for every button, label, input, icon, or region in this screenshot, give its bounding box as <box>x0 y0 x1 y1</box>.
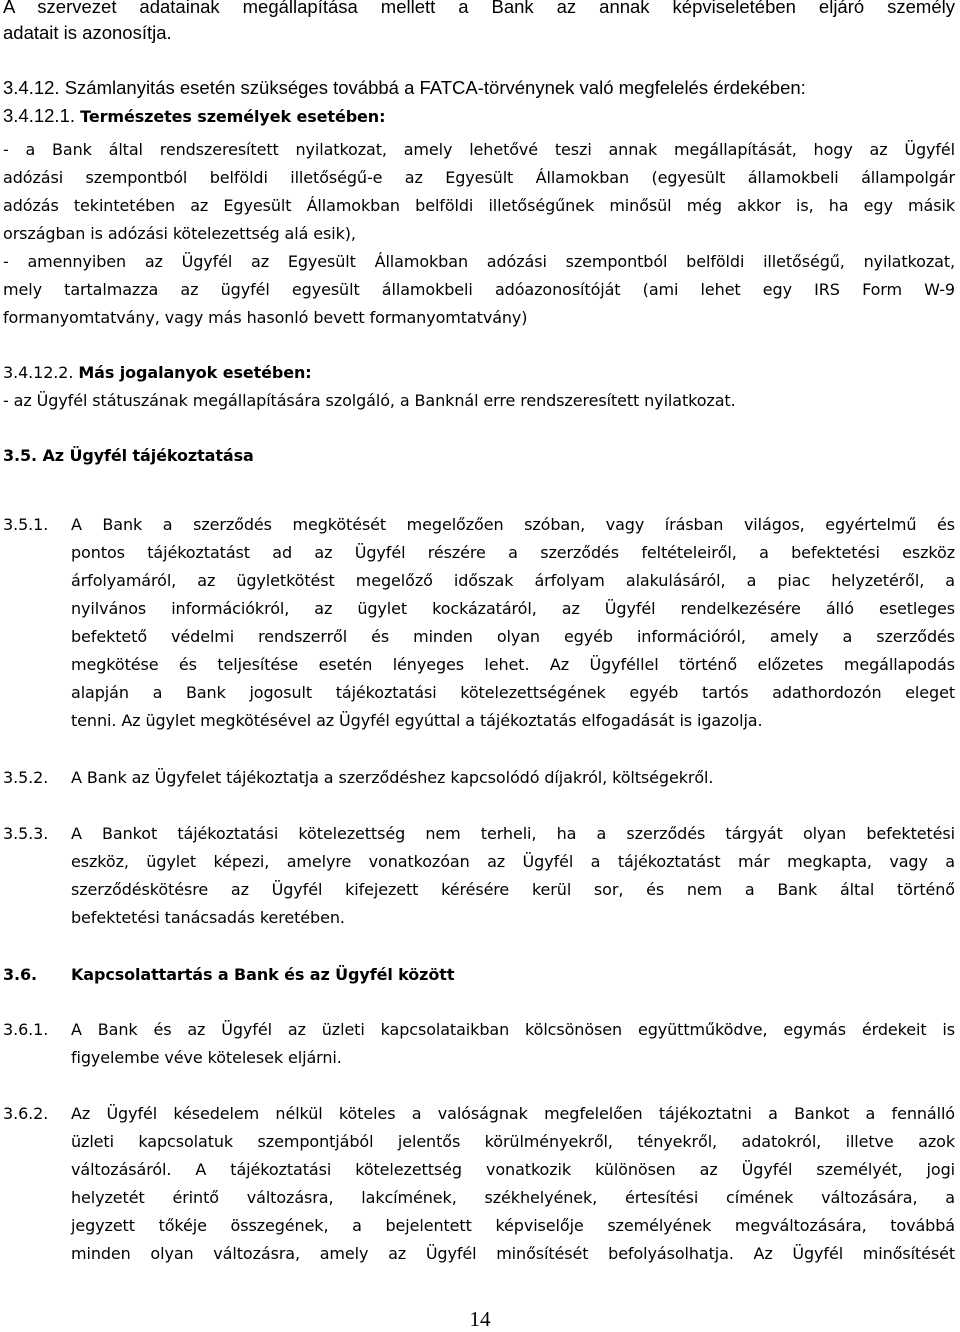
para-3-5-2-line: A Bank az Ügyfelet tájékoztatja a szerződéshez kapcsolódó díjakról, költségekről. <box>71 768 714 787</box>
para-3-6-2-number: 3.6.2. <box>3 1104 49 1123</box>
other-entities-heading <box>3 363 955 383</box>
other-entities-line: - az Ügyfél státuszának megállapítására szolgáló, a Banknál erre rendszeresített nyilatkozat. <box>3 391 736 410</box>
para-3-5-1-line: pontos tájékoztatást ad az Ügyfél részére a szerződés feltételeiről, a befektetési eszköz <box>71 543 955 562</box>
section-3-6-heading <box>71 965 955 984</box>
para-3-5-1-line: befektető védelmi rendszerről és minden olyan egyéb információról, amely a szerződés <box>71 627 955 646</box>
para-3-5-1-line: árfolyamáról, az ügyletkötést megelőző időszak árfolyam alakulásáról, a piac helyzetéről, a <box>71 571 955 590</box>
para-3-5-1-line: megkötése és teljesítése esetén lényeges lehet. Az Ügyféllel történő előzetes megállapodás <box>71 655 955 674</box>
para-3-6-2-line: változásáról. A tájékoztatási kötelezettség vonatkozik különösen az Ügyfél személyét, jogi <box>71 1160 955 1179</box>
para-3-5-3-line: A Bankot tájékoztatási kötelezettség nem terheli, ha a szerződés tárgyát olyan befektetési <box>71 824 955 843</box>
para-3-5-2-number: 3.5.2. <box>3 768 49 787</box>
section-3-6-title: Kapcsolattartás a Bank és az Ügyfél között <box>71 965 455 984</box>
para-3-5-3-line: eszköz, ügylet képezi, amelyre vonatkozóan az Ügyfél a tájékoztatást már megkapta, vagy a <box>71 852 955 871</box>
natural-persons-line: formanyomtatvány, vagy más hasonló bevett formanyomtatvány) <box>3 308 528 327</box>
natural-persons-line: adózás tekintetében az Egyesült Államokban belföldi illetőségűnek minősül még akkor is, ha egy másik <box>3 196 955 215</box>
para-3-6-2-line: jegyzett tőkéje összegének, a bejelentett képviselője személyének megváltozására, továbbá <box>71 1216 955 1235</box>
para-3-6-2-line: helyzetét érintő változásra, lakcímének, székhelyének, értesítési címének változására, a <box>71 1188 955 1207</box>
natural-persons-line: adózási szempontból belföldi illetőségű-e az Egyesült Államokban (egyesült államokbeli állampolgár <box>3 168 955 187</box>
section-3-6-number <box>3 965 37 984</box>
para-3-5-3-line: szerződéskötésre az Ügyfél kifejezett kérésére kerül sor, és nem a Bank által történő <box>71 880 955 899</box>
other-entities-title: Más jogalanyok esetében: <box>78 363 312 382</box>
para-3-6-2-line: Az Ügyfél késedelem nélkül köteles a valóságnak megfelelően tájékoztatni a Bankot a fennálló <box>71 1104 955 1123</box>
para-3-5-1-line: nyilvános információkról, az ügylet kockázatáról, az Ügyfél rendelkezésére álló esetleges <box>71 599 955 618</box>
natural-persons-title: Természetes személyek esetében: <box>80 107 386 126</box>
section-3-6-number-text: 3.6. <box>3 965 38 984</box>
natural-persons-line: - a Bank által rendszeresített nyilatkozat, amely lehetővé teszi annak megállapítását, hogy az Ügyfél <box>3 140 955 159</box>
para-3-5-1-line: tenni. Az ügylet megkötésével az Ügyfél egyúttal a tájékoztatás elfogadását is igazolja. <box>71 711 763 730</box>
natural-persons-number: 3.4.12.1. <box>3 105 81 126</box>
para-3-6-1-line: A Bank és az Ügyfél az üzleti kapcsolataikban kölcsönösen együttműködve, egymás érdekeit is <box>71 1020 955 1039</box>
natural-persons-heading <box>3 105 955 127</box>
intro-line-2: adatait is azonosítja. <box>3 22 172 43</box>
page-number: 14 <box>469 1307 491 1331</box>
para-3-6-1-number: 3.6.1. <box>3 1020 49 1039</box>
section-3-5-title: 3.5. Az Ügyfél tájékoztatása <box>3 446 254 465</box>
natural-persons-line: - amennyiben az Ügyfél az Egyesült Államokban adózási szempontból belföldi illetőségű, nyilatkozat, <box>3 252 955 271</box>
para-3-6-2-line: minden olyan változásra, amely az Ügyfél minősítését befolyásolhatja. Az Ügyfél minősítését <box>71 1244 955 1263</box>
para-3-5-3-line: befektetési tanácsadás keretében. <box>71 908 345 927</box>
natural-persons-line: mely tartalmazza az ügyfél egyesült államokbeli adóazonosítóját (ami lehet egy IRS Form W-9 <box>3 280 955 299</box>
para-3-5-1-line: A Bank a szerződés megkötését megelőzően szóban, vagy írásban világos, egyértelmű és <box>71 515 955 534</box>
para-3-5-1-number: 3.5.1. <box>3 515 49 534</box>
fatca-heading: 3.4.12. Számlanyitás esetén szükséges továbbá a FATCA-törvénynek való megfelelés érdekében: <box>3 77 806 98</box>
para-3-5-1-line: alapján a Bank jogosult tájékoztatási kötelezettségének egyéb tartós adathordozón eleget <box>71 683 955 702</box>
section-3-5-heading <box>3 446 955 465</box>
natural-persons-line: országban is adózási kötelezettség alá esik), <box>3 224 356 243</box>
para-3-5-3-number: 3.5.3. <box>3 824 49 843</box>
para-3-6-2-line: üzleti kapcsolatuk szempontjából jelentős körülményekről, tényekről, adatokról, illetve azok <box>71 1132 955 1151</box>
intro-line-1: A szervezet adatainak megállapítása mellett a Bank az annak képviseletében eljáró személy <box>3 0 955 17</box>
para-3-6-1-line: figyelembe véve kötelesek eljárni. <box>71 1048 342 1067</box>
other-entities-number: 3.4.12.2. <box>3 363 79 382</box>
